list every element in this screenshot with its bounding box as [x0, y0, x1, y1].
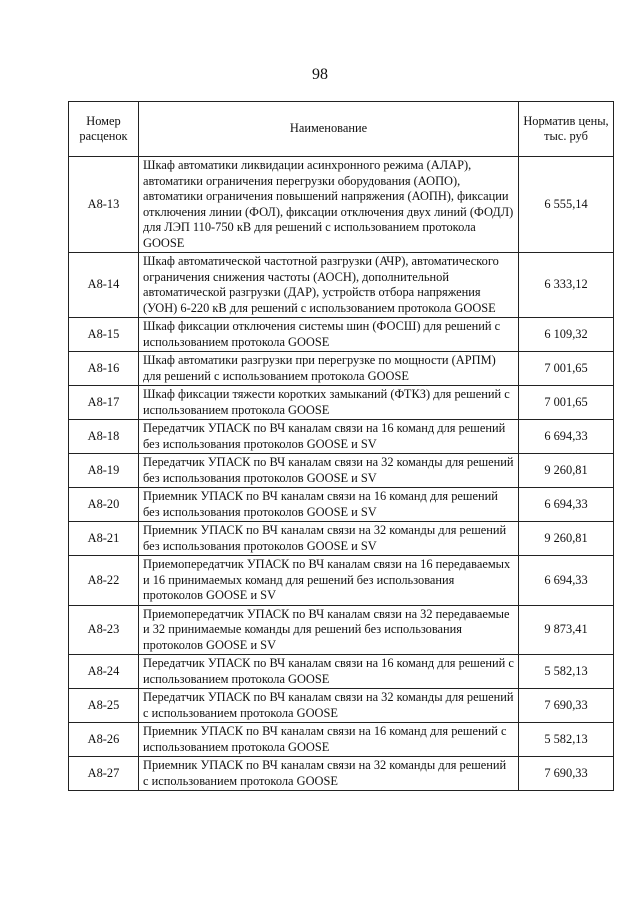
- rate-price: 6 109,32: [519, 318, 614, 352]
- rate-code: А8-17: [69, 386, 139, 420]
- rate-price: 7 690,33: [519, 689, 614, 723]
- table-row: [69, 655, 614, 689]
- table-row: [69, 488, 614, 522]
- rate-code: А8-27: [69, 757, 139, 791]
- rate-price: 5 582,13: [519, 655, 614, 689]
- rate-name: Приемник УПАСК по ВЧ каналам связи на 32 команды для решений с использованием протокола GOOSE: [139, 757, 519, 791]
- table-row: [69, 556, 614, 606]
- rate-code: А8-24: [69, 655, 139, 689]
- header-price: Норматив цены, тыс. руб: [519, 102, 614, 157]
- rate-code: А8-26: [69, 723, 139, 757]
- rate-name: Передатчик УПАСК по ВЧ каналам связи на 16 команд для решений без использования протоколов GOOSE и SV: [139, 420, 519, 454]
- table-row: [69, 386, 614, 420]
- table-row: [69, 689, 614, 723]
- rate-price: 9 260,81: [519, 454, 614, 488]
- table-row: [69, 318, 614, 352]
- table-row: [69, 157, 614, 253]
- rate-code: А8-16: [69, 352, 139, 386]
- rate-price: 9 260,81: [519, 522, 614, 556]
- rate-price: 9 873,41: [519, 605, 614, 655]
- rate-code: А8-19: [69, 454, 139, 488]
- rate-price: 7 001,65: [519, 352, 614, 386]
- table-row: [69, 605, 614, 655]
- rate-name: Шкаф автоматической частотной разгрузки (АЧР), автоматического ограничения снижения частоты (АОСН), дополнительной автоматической разгрузки (ДАР), устройств отбора напряжения (УОН) 6-220 кВ для решений с использованием протокола GOOSE: [139, 253, 519, 318]
- rate-code: А8-18: [69, 420, 139, 454]
- rate-code: А8-25: [69, 689, 139, 723]
- table-row: [69, 253, 614, 318]
- rate-code: А8-21: [69, 522, 139, 556]
- rate-price: 6 333,12: [519, 253, 614, 318]
- rate-name: Шкаф фиксации тяжести коротких замыканий (ФТКЗ) для решений с использованием протокола GOOSE: [139, 386, 519, 420]
- table-row: [69, 723, 614, 757]
- rate-code: А8-13: [69, 157, 139, 253]
- rate-price: 7 001,65: [519, 386, 614, 420]
- rate-name: Передатчик УПАСК по ВЧ каналам связи на 32 команды для решений без использования протоколов GOOSE и SV: [139, 454, 519, 488]
- header-name: Наименование: [139, 102, 519, 157]
- table-header-row: [69, 102, 614, 157]
- rate-code: А8-23: [69, 605, 139, 655]
- rate-name: Шкаф автоматики ликвидации асинхронного режима (АЛАР), автоматики ограничения перегрузки оборудования (АОПО), автоматики ограничения повышений напряжения (АОПН), фиксации отключения линии (ФОЛ), фиксации отключения двух линий (ФОДЛ) для ЛЭП 110-750 кВ для решений с использованием протокола GOOSE: [139, 157, 519, 253]
- table-row: [69, 454, 614, 488]
- rate-name: Приемопередатчик УПАСК по ВЧ каналам связи на 32 передаваемые и 32 принимаемые команды для решений без использования протоколов GOOSE и SV: [139, 605, 519, 655]
- rate-price: 6 694,33: [519, 488, 614, 522]
- rate-code: А8-22: [69, 556, 139, 606]
- rate-price: 6 555,14: [519, 157, 614, 253]
- rate-name: Шкаф фиксации отключения системы шин (ФОСШ) для решений с использованием протокола GOOSE: [139, 318, 519, 352]
- table-row: [69, 757, 614, 791]
- rate-name: Приемник УПАСК по ВЧ каналам связи на 32 команды для решений без использования протоколов GOOSE и SV: [139, 522, 519, 556]
- rate-price: 6 694,33: [519, 556, 614, 606]
- rate-name: Приемопередатчик УПАСК по ВЧ каналам связи на 16 передаваемых и 16 принимаемых команд для решений без использования протоколов GOOSE и SV: [139, 556, 519, 606]
- rate-price: 7 690,33: [519, 757, 614, 791]
- table-row: [69, 522, 614, 556]
- table-row: [69, 420, 614, 454]
- rate-name: Передатчик УПАСК по ВЧ каналам связи на 16 команд для решений с использованием протокола GOOSE: [139, 655, 519, 689]
- rate-name: Приемник УПАСК по ВЧ каналам связи на 16 команд для решений с использованием протокола GOOSE: [139, 723, 519, 757]
- page-number: 98: [312, 66, 328, 83]
- rate-name: Приемник УПАСК по ВЧ каналам связи на 16 команд для решений без использования протоколов GOOSE и SV: [139, 488, 519, 522]
- header-code: Номер расценок: [69, 102, 139, 157]
- rate-price: 5 582,13: [519, 723, 614, 757]
- rate-name: Шкаф автоматики разгрузки при перегрузке по мощности (АРПМ) для решений с использованием протокола GOOSE: [139, 352, 519, 386]
- rate-code: А8-14: [69, 253, 139, 318]
- rate-code: А8-20: [69, 488, 139, 522]
- price-table: [68, 101, 614, 791]
- rate-code: А8-15: [69, 318, 139, 352]
- rate-price: 6 694,33: [519, 420, 614, 454]
- table-row: [69, 352, 614, 386]
- rate-name: Передатчик УПАСК по ВЧ каналам связи на 32 команды для решений с использованием протокола GOOSE: [139, 689, 519, 723]
